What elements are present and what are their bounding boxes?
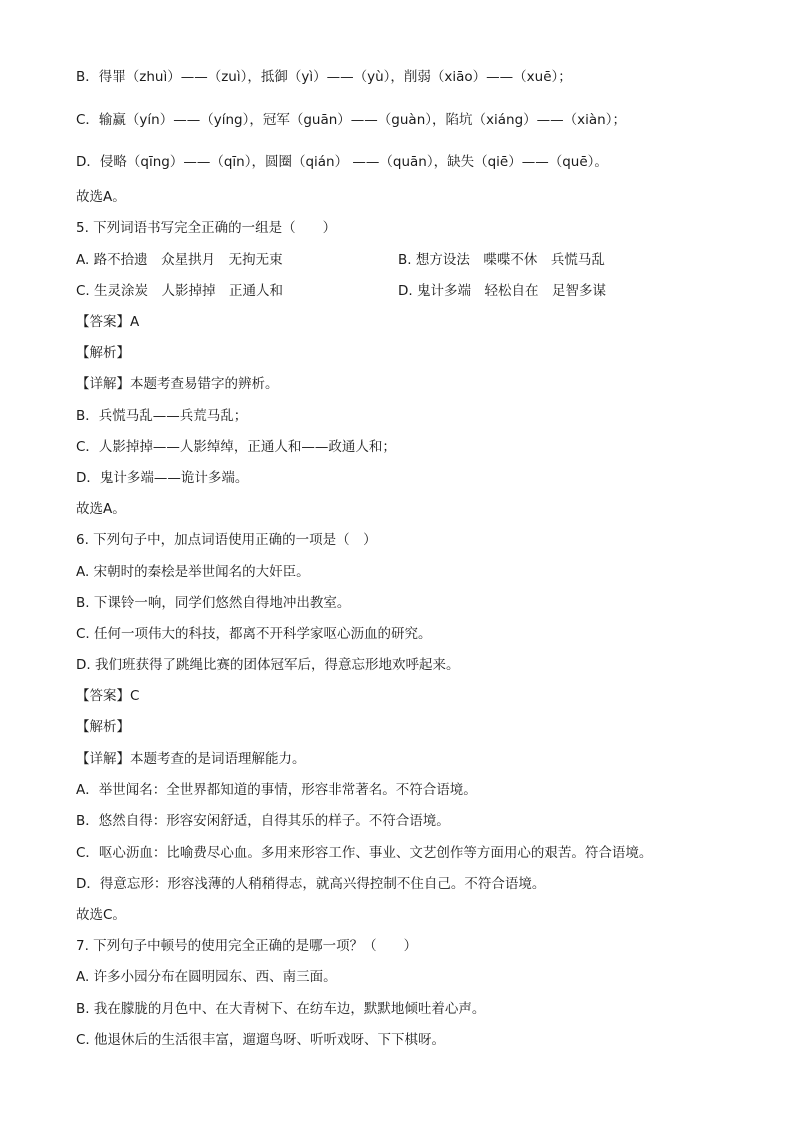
q5-detail: 【详解】本题考查易错字的辨析。 — [76, 376, 279, 392]
q7-stem: 7. 下列句子中顿号的使用完全正确的是哪一项？（ ） — [76, 938, 418, 954]
q6-detail: 【详解】本题考查的是词语理解能力。 — [76, 751, 306, 767]
q7-option-c: C. 他退休后的生活很丰富，遛遛鸟呀、听听戏呀、下下棋呀。 — [76, 1032, 446, 1048]
q5-option-b: B. 想方设法 喋喋不休 兵慌马乱 — [398, 252, 605, 268]
q6-option-b: B. 下课铃一响，同学们悠然自得地冲出教室。 — [76, 595, 351, 611]
q6-point-c: C．呕心沥血：比喻费尽心血。多用来形容工作、事业、文艺创作等方面用心的艰苦。符合语境。 — [76, 845, 653, 861]
q5-point-c: C．人影掉掉——人影绰绰，正通人和——政通人和； — [76, 439, 396, 455]
q5-analysis-label: 【解析】 — [76, 345, 130, 361]
q7-option-a: A. 许多小园分布在圆明园东、西、南三面。 — [76, 969, 337, 985]
q5-option-a: A. 路不拾遗 众星拱月 无拘无束 — [76, 252, 283, 268]
q5-point-d: D．鬼计多端——诡计多端。 — [76, 470, 249, 486]
q5-stem: 5. 下列词语书写完全正确的一组是（ ） — [76, 220, 337, 236]
q4-option-b-explanation: B．得罪（zhuì）——（zuì），抵御（yì）——（yù），削弱（xiāo）——（xuē）； — [76, 69, 572, 85]
q6-point-d: D．得意忘形：形容浅薄的人稍稍得志，就高兴得控制不住自己。不符合语境。 — [76, 876, 546, 892]
q7-option-b: B. 我在朦胧的月色中、在大青树下、在纺车边，默默地倾吐着心声。 — [76, 1001, 486, 1017]
q6-option-d: D. 我们班获得了跳绳比赛的团体冠军后，得意忘形地欢呼起来。 — [76, 657, 460, 673]
q6-conclusion: 故选C。 — [76, 907, 126, 923]
q6-stem: 6. 下列句子中，加点词语使用正确的一项是（ ） — [76, 532, 377, 548]
q5-conclusion: 故选A。 — [76, 501, 126, 517]
q4-conclusion: 故选A。 — [76, 189, 126, 205]
q6-point-b: B．悠然自得：形容安闲舒适，自得其乐的样子。不符合语境。 — [76, 813, 450, 829]
q5-answer: 【答案】A — [76, 314, 140, 330]
q5-option-c: C. 生灵涂炭 人影掉掉 正通人和 — [76, 283, 284, 299]
q5-option-d: D. 鬼计多端 轻松自在 足智多谋 — [398, 283, 606, 299]
q6-option-a: A. 宋朝时的秦桧是举世闻名的大奸臣。 — [76, 564, 310, 580]
q6-analysis-label: 【解析】 — [76, 719, 130, 735]
q5-point-b: B．兵慌马乱——兵荒马乱； — [76, 408, 248, 424]
q4-option-d-explanation: D．侵略（qīng）——（qīn），圆圈（qián） ——（quān），缺失（qiē）——（quē）。 — [76, 154, 608, 170]
q6-point-a: A．举世闻名：全世界都知道的事情，形容非常著名。不符合语境。 — [76, 782, 477, 798]
q6-answer: 【答案】C — [76, 688, 140, 704]
q4-option-c-explanation: C．输赢（yín）——（yíng），冠军（guān）——（guàn），陷坑（xiáng）——（xiàn）； — [76, 112, 626, 128]
q6-option-c: C. 任何一项伟大的科技，都离不开科学家呕心沥血的研究。 — [76, 626, 432, 642]
